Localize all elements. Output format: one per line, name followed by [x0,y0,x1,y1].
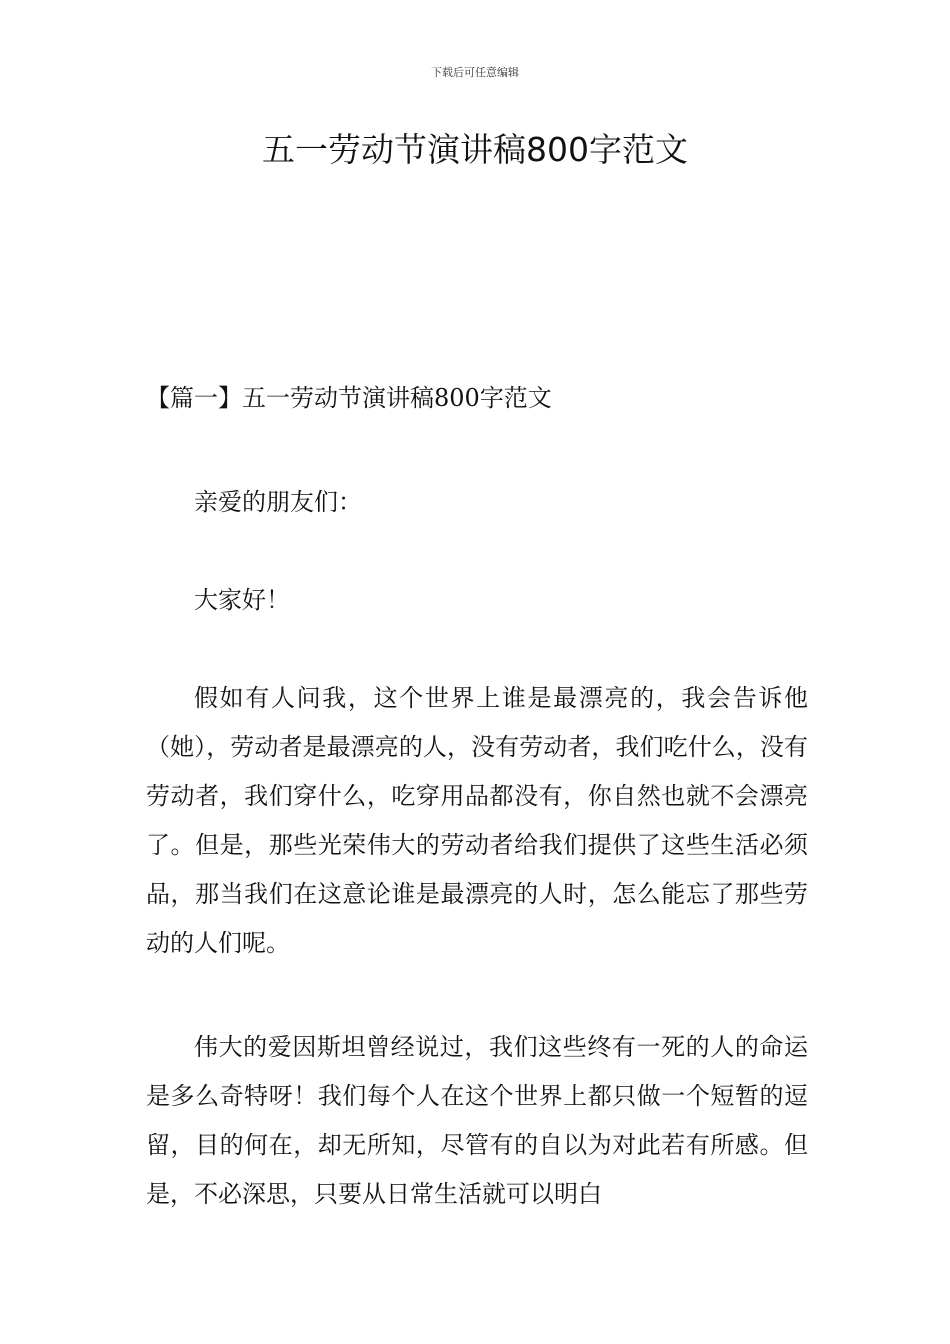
paragraph-body-1: 假如有人问我，这个世界上谁是最漂亮的，我会告诉他（她），劳动者是最漂亮的人，没有劳动者，我们吃什么，没有劳动者，我们穿什么，吃穿用品都没有，你自然也就不会漂亮了。但是，那些光荣伟大的劳动者给我们提供了这些生活必须品，那当我们在这意论谁是最漂亮的人时，怎么能忘了那些劳动的人们呢。 [146,684,808,957]
paragraph-greeting: 亲爱的朋友们： [194,488,362,516]
page-header-note: 下载后可任意编辑 [431,66,519,79]
document-title: 五一劳动节演讲稿800字范文 [262,130,688,169]
paragraph-body-2: 伟大的爱因斯坦曾经说过，我们这些终有一死的人的命运是多么奇特呀！我们每个人在这个世界上都只做一个短暂的逗留，目的何在，却无所知，尽管有的自以为对此若有所感。但是，不必深思，只要从日常生活就可以明白 [146,1033,808,1208]
paragraph-hello: 大家好！ [194,586,290,614]
section-heading: 【篇一】五一劳动节演讲稿800字范文 [146,384,552,412]
